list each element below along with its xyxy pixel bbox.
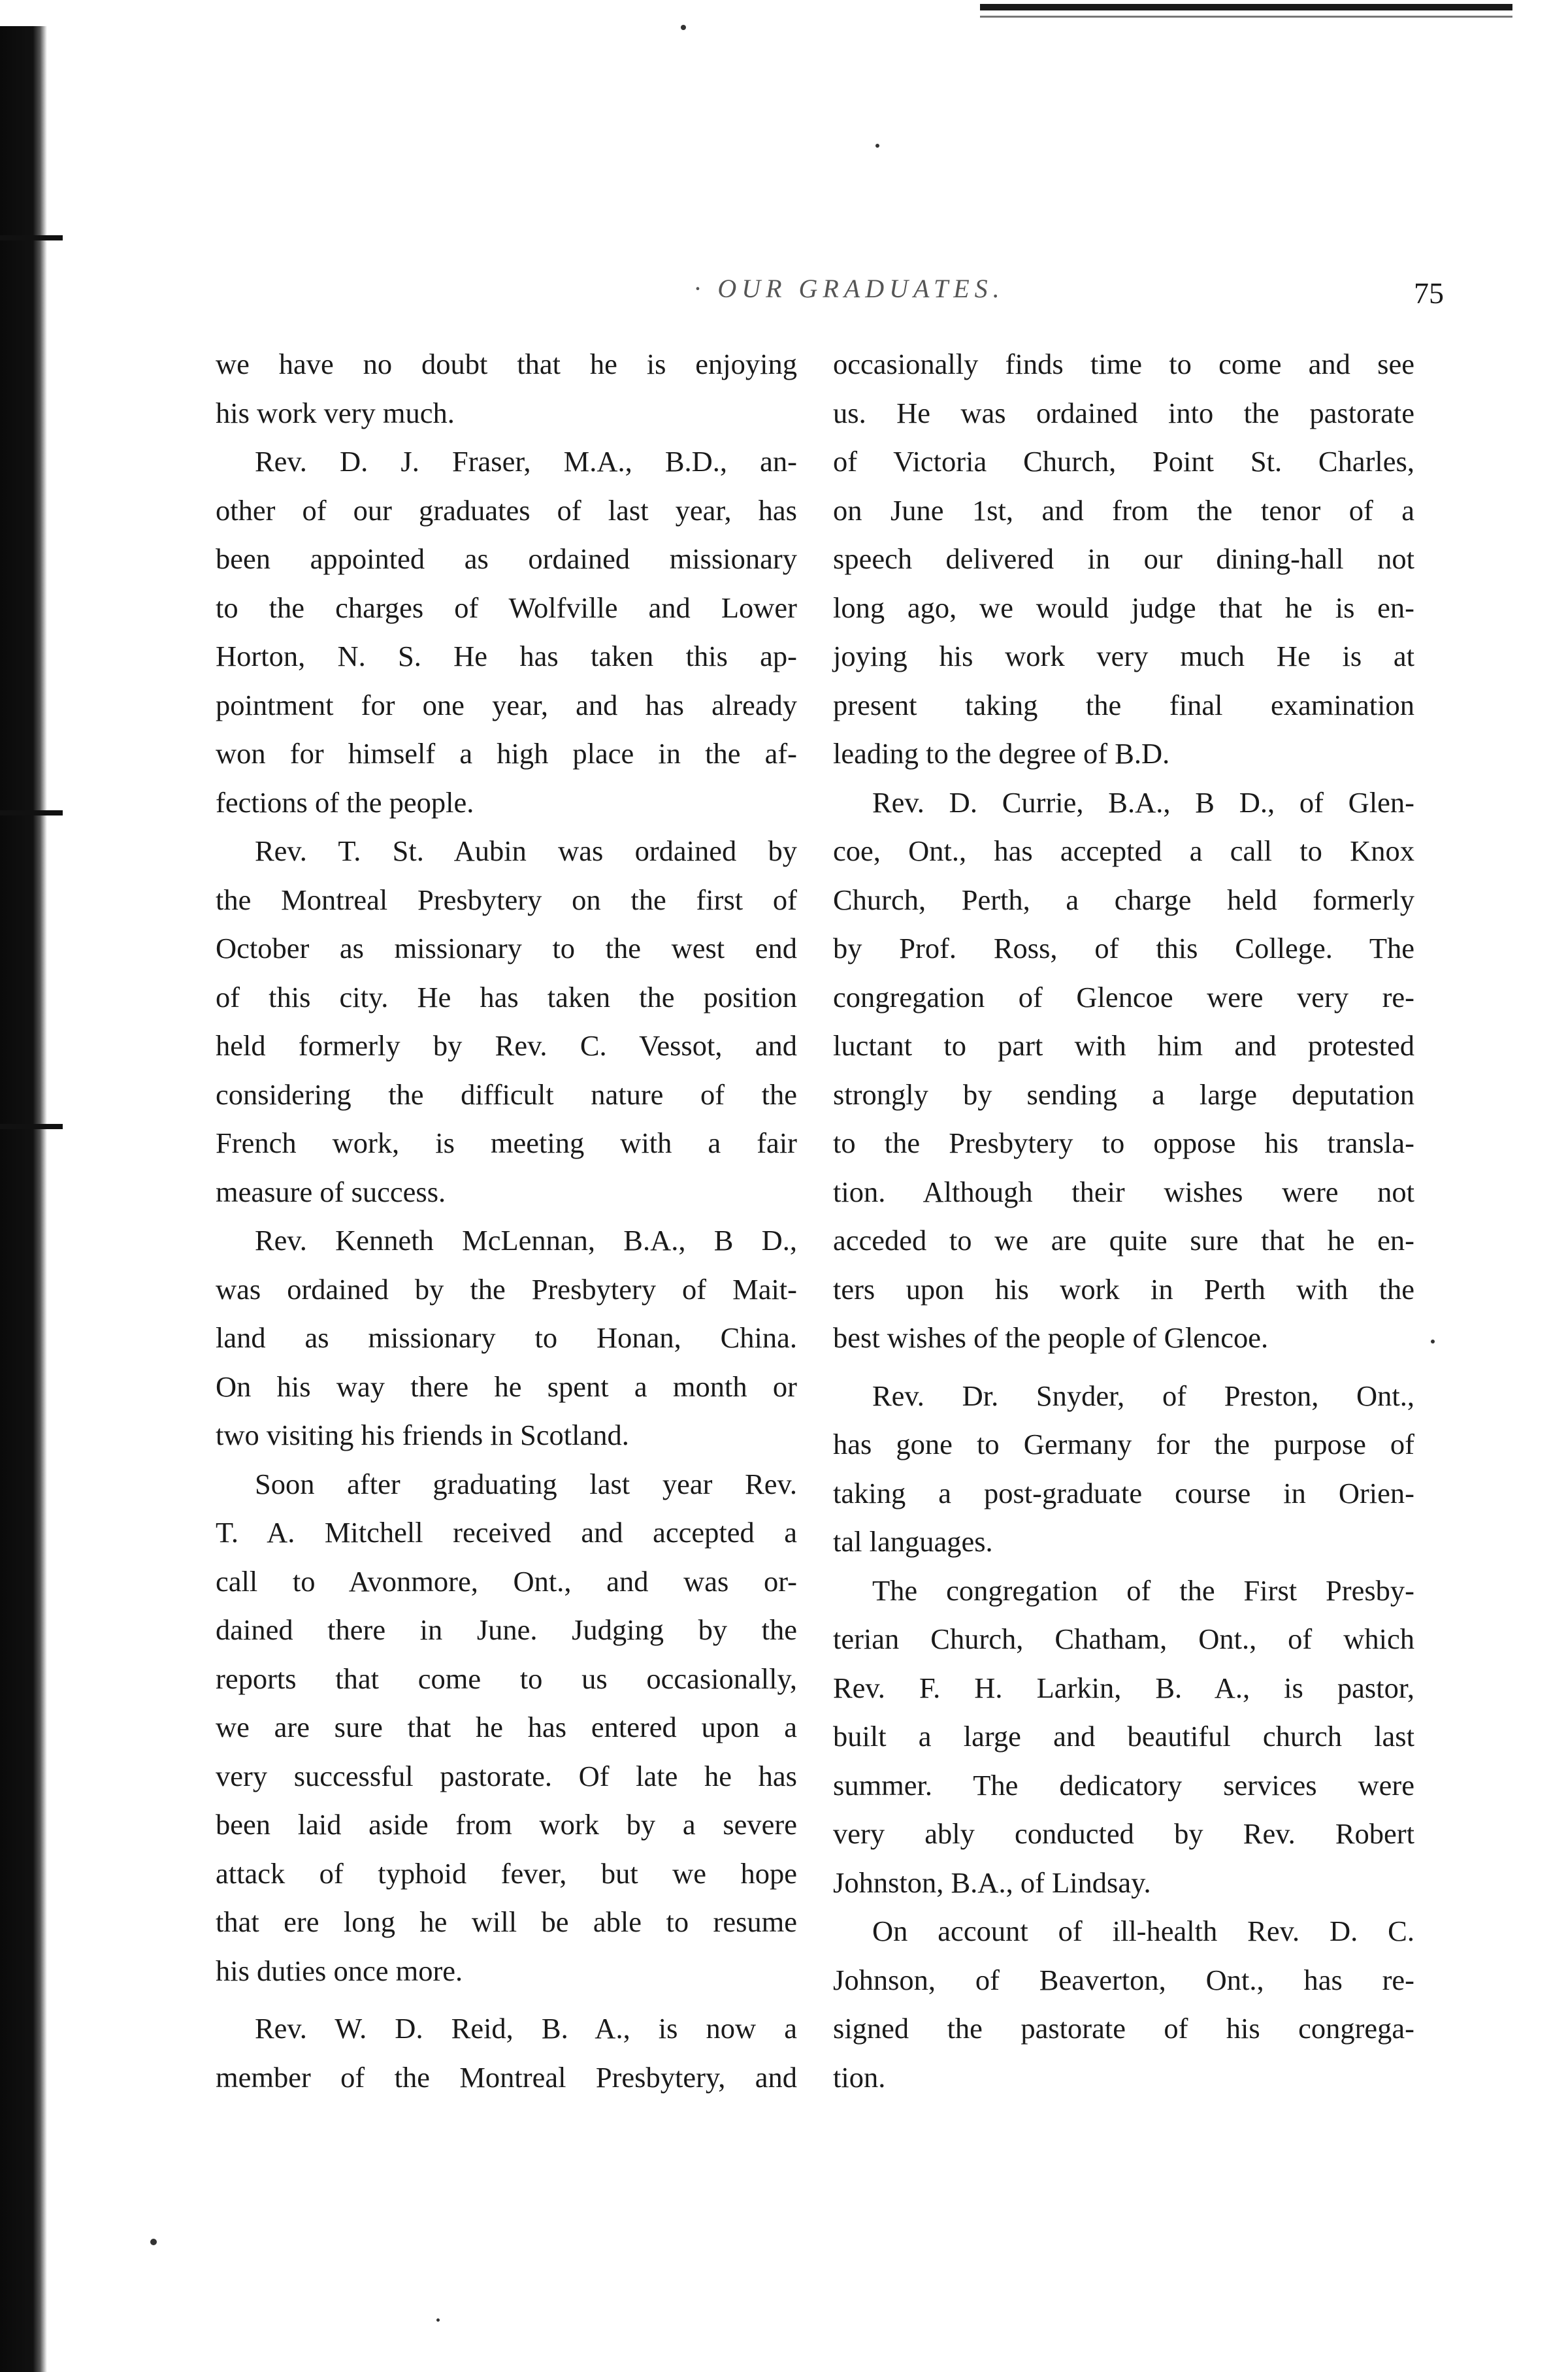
text-line: of this city. He has taken the position (216, 980, 797, 1013)
text-line: Rev. Dr. Snyder, of Preston, Ont., (872, 1379, 1414, 1412)
scan-speck (1431, 1340, 1435, 1343)
text-line: measure of success. (216, 1175, 446, 1208)
text-line: us. He was ordained into the pastorate (833, 396, 1414, 429)
text-line: his work very much. (216, 396, 455, 429)
scan-binding-mark (0, 1124, 63, 1129)
text-line: on June 1st, and from the tenor of a (833, 493, 1414, 527)
text-line: very ably conducted by Rev. Robert (833, 1817, 1414, 1850)
text-line: strongly by sending a large deputation (833, 1078, 1414, 1111)
scan-binding-mark (0, 235, 63, 240)
scan-speck (150, 2239, 157, 2245)
text-line: The congregation of the First Presby- (872, 1573, 1414, 1607)
text-line: attack of typhoid fever, but we hope (216, 1856, 797, 1890)
text-line: call to Avonmore, Ont., and was or- (216, 1564, 797, 1598)
text-line: other of our graduates of last year, has (216, 493, 797, 527)
text-line: October as missionary to the west end (216, 932, 797, 964)
text-line: taking a post-graduate course in Orien- (833, 1476, 1414, 1509)
text-line: won for himself a high place in the af- (216, 737, 797, 770)
text-line: speech delivered in our dining-hall not (833, 542, 1414, 575)
text-line: tion. (833, 2060, 886, 2094)
text-line: to the charges of Wolfville and Lower (216, 591, 797, 624)
text-line: very successful pastorate. Of late he has (216, 1759, 797, 1792)
text-line: joying his work very much He is at (833, 640, 1414, 672)
text-line: Rev. F. H. Larkin, B. A., is pastor, (833, 1671, 1414, 1704)
text-line: present taking the final examination (833, 688, 1414, 721)
text-line: Rev. Kenneth McLennan, B.A., B D., (255, 1224, 797, 1257)
text-line: acceded to we are quite sure that he en- (833, 1224, 1414, 1257)
text-line: Soon after graduating last year Rev. (255, 1467, 797, 1500)
text-line: coe, Ont., has accepted a call to Knox (833, 834, 1414, 867)
text-line: ters upon his work in Perth with the (833, 1272, 1414, 1306)
text-line: his duties once more. (216, 1954, 463, 1987)
text-line: tal languages. (833, 1525, 993, 1558)
scan-top-rule (980, 4, 1512, 10)
text-line: was ordained by the Presbytery of Mait- (216, 1272, 797, 1306)
text-line: pointment for one year, and has already (216, 688, 797, 721)
scan-top-rule-thin (980, 16, 1512, 18)
text-line: that ere long he will be able to resume (216, 1905, 797, 1938)
scan-binding-mark (0, 810, 63, 815)
text-line: Johnston, B.A., of Lindsay. (833, 1866, 1151, 1899)
text-line: Rev. T. St. Aubin was ordained by (255, 834, 797, 867)
scan-binding-edge (0, 26, 47, 2372)
text-line: reports that come to us occasionally, (216, 1662, 797, 1695)
text-line: T. A. Mitchell received and accepted a (216, 1516, 797, 1549)
text-line: Johnson, of Beaverton, Ont., has re- (833, 1963, 1414, 1996)
text-line: member of the Montreal Presbytery, and (216, 2060, 797, 2094)
running-head: · OUR GRADUATES. (694, 274, 1005, 303)
text-line: has gone to Germany for the purpose of (833, 1428, 1414, 1460)
text-line: signed the pastorate of his congrega- (833, 2012, 1414, 2045)
text-line: On account of ill-health Rev. D. C. (872, 1915, 1414, 1947)
text-line: occasionally finds time to come and see (833, 348, 1414, 380)
text-line: tion. Although their wishes were not (833, 1175, 1414, 1208)
text-line: we have no doubt that he is enjoying (216, 348, 797, 380)
text-line: been laid aside from work by a severe (216, 1808, 797, 1841)
text-column-right (833, 340, 1414, 2101)
text-line: leading to the degree of B.D. (833, 737, 1170, 770)
text-line: by Prof. Ross, of this College. The (833, 932, 1414, 964)
text-line: Rev. D. Currie, B.A., B D., of Glen- (872, 785, 1414, 819)
text-line: we are sure that he has entered upon a (216, 1711, 797, 1743)
text-line: built a large and beautiful church last (833, 1720, 1414, 1753)
text-line: luctant to part with him and protested (833, 1029, 1414, 1062)
text-line: dained there in June. Judging by the (216, 1613, 797, 1646)
text-line: considering the difficult nature of the (216, 1078, 797, 1111)
text-line: best wishes of the people of Glencoe. (833, 1321, 1269, 1354)
text-line: to the Presbytery to oppose his transla- (833, 1127, 1414, 1159)
text-line: long ago, we would judge that he is en- (833, 591, 1414, 624)
text-line: the Montreal Presbytery on the first of (216, 883, 797, 916)
scan-speck (681, 25, 686, 30)
text-line: Rev. D. J. Fraser, M.A., B.D., an- (255, 445, 797, 478)
text-line: French work, is meeting with a fair (216, 1127, 797, 1159)
text-line: Church, Perth, a charge held formerly (833, 883, 1414, 916)
text-line: held formerly by Rev. C. Vessot, and (216, 1029, 797, 1062)
text-line: fections of the people. (216, 785, 474, 819)
scan-speck (875, 144, 879, 148)
text-line: On his way there he spent a month or (216, 1370, 797, 1403)
text-line: two visiting his friends in Scotland. (216, 1419, 629, 1451)
page-number: 75 (1414, 276, 1444, 310)
text-line: Rev. W. D. Reid, B. A., is now a (255, 2012, 797, 2045)
text-line: congregation of Glencoe were very re- (833, 980, 1414, 1013)
text-line: land as missionary to Honan, China. (216, 1321, 797, 1354)
text-line: been appointed as ordained missionary (216, 542, 797, 575)
text-line: terian Church, Chatham, Ont., of which (833, 1623, 1414, 1655)
text-line: summer. The dedicatory services were (833, 1768, 1414, 1802)
text-line: of Victoria Church, Point St. Charles, (833, 445, 1414, 478)
scan-speck (436, 2318, 440, 2322)
text-column-left (216, 340, 797, 2101)
text-line: Horton, N. S. He has taken this ap- (216, 640, 797, 672)
